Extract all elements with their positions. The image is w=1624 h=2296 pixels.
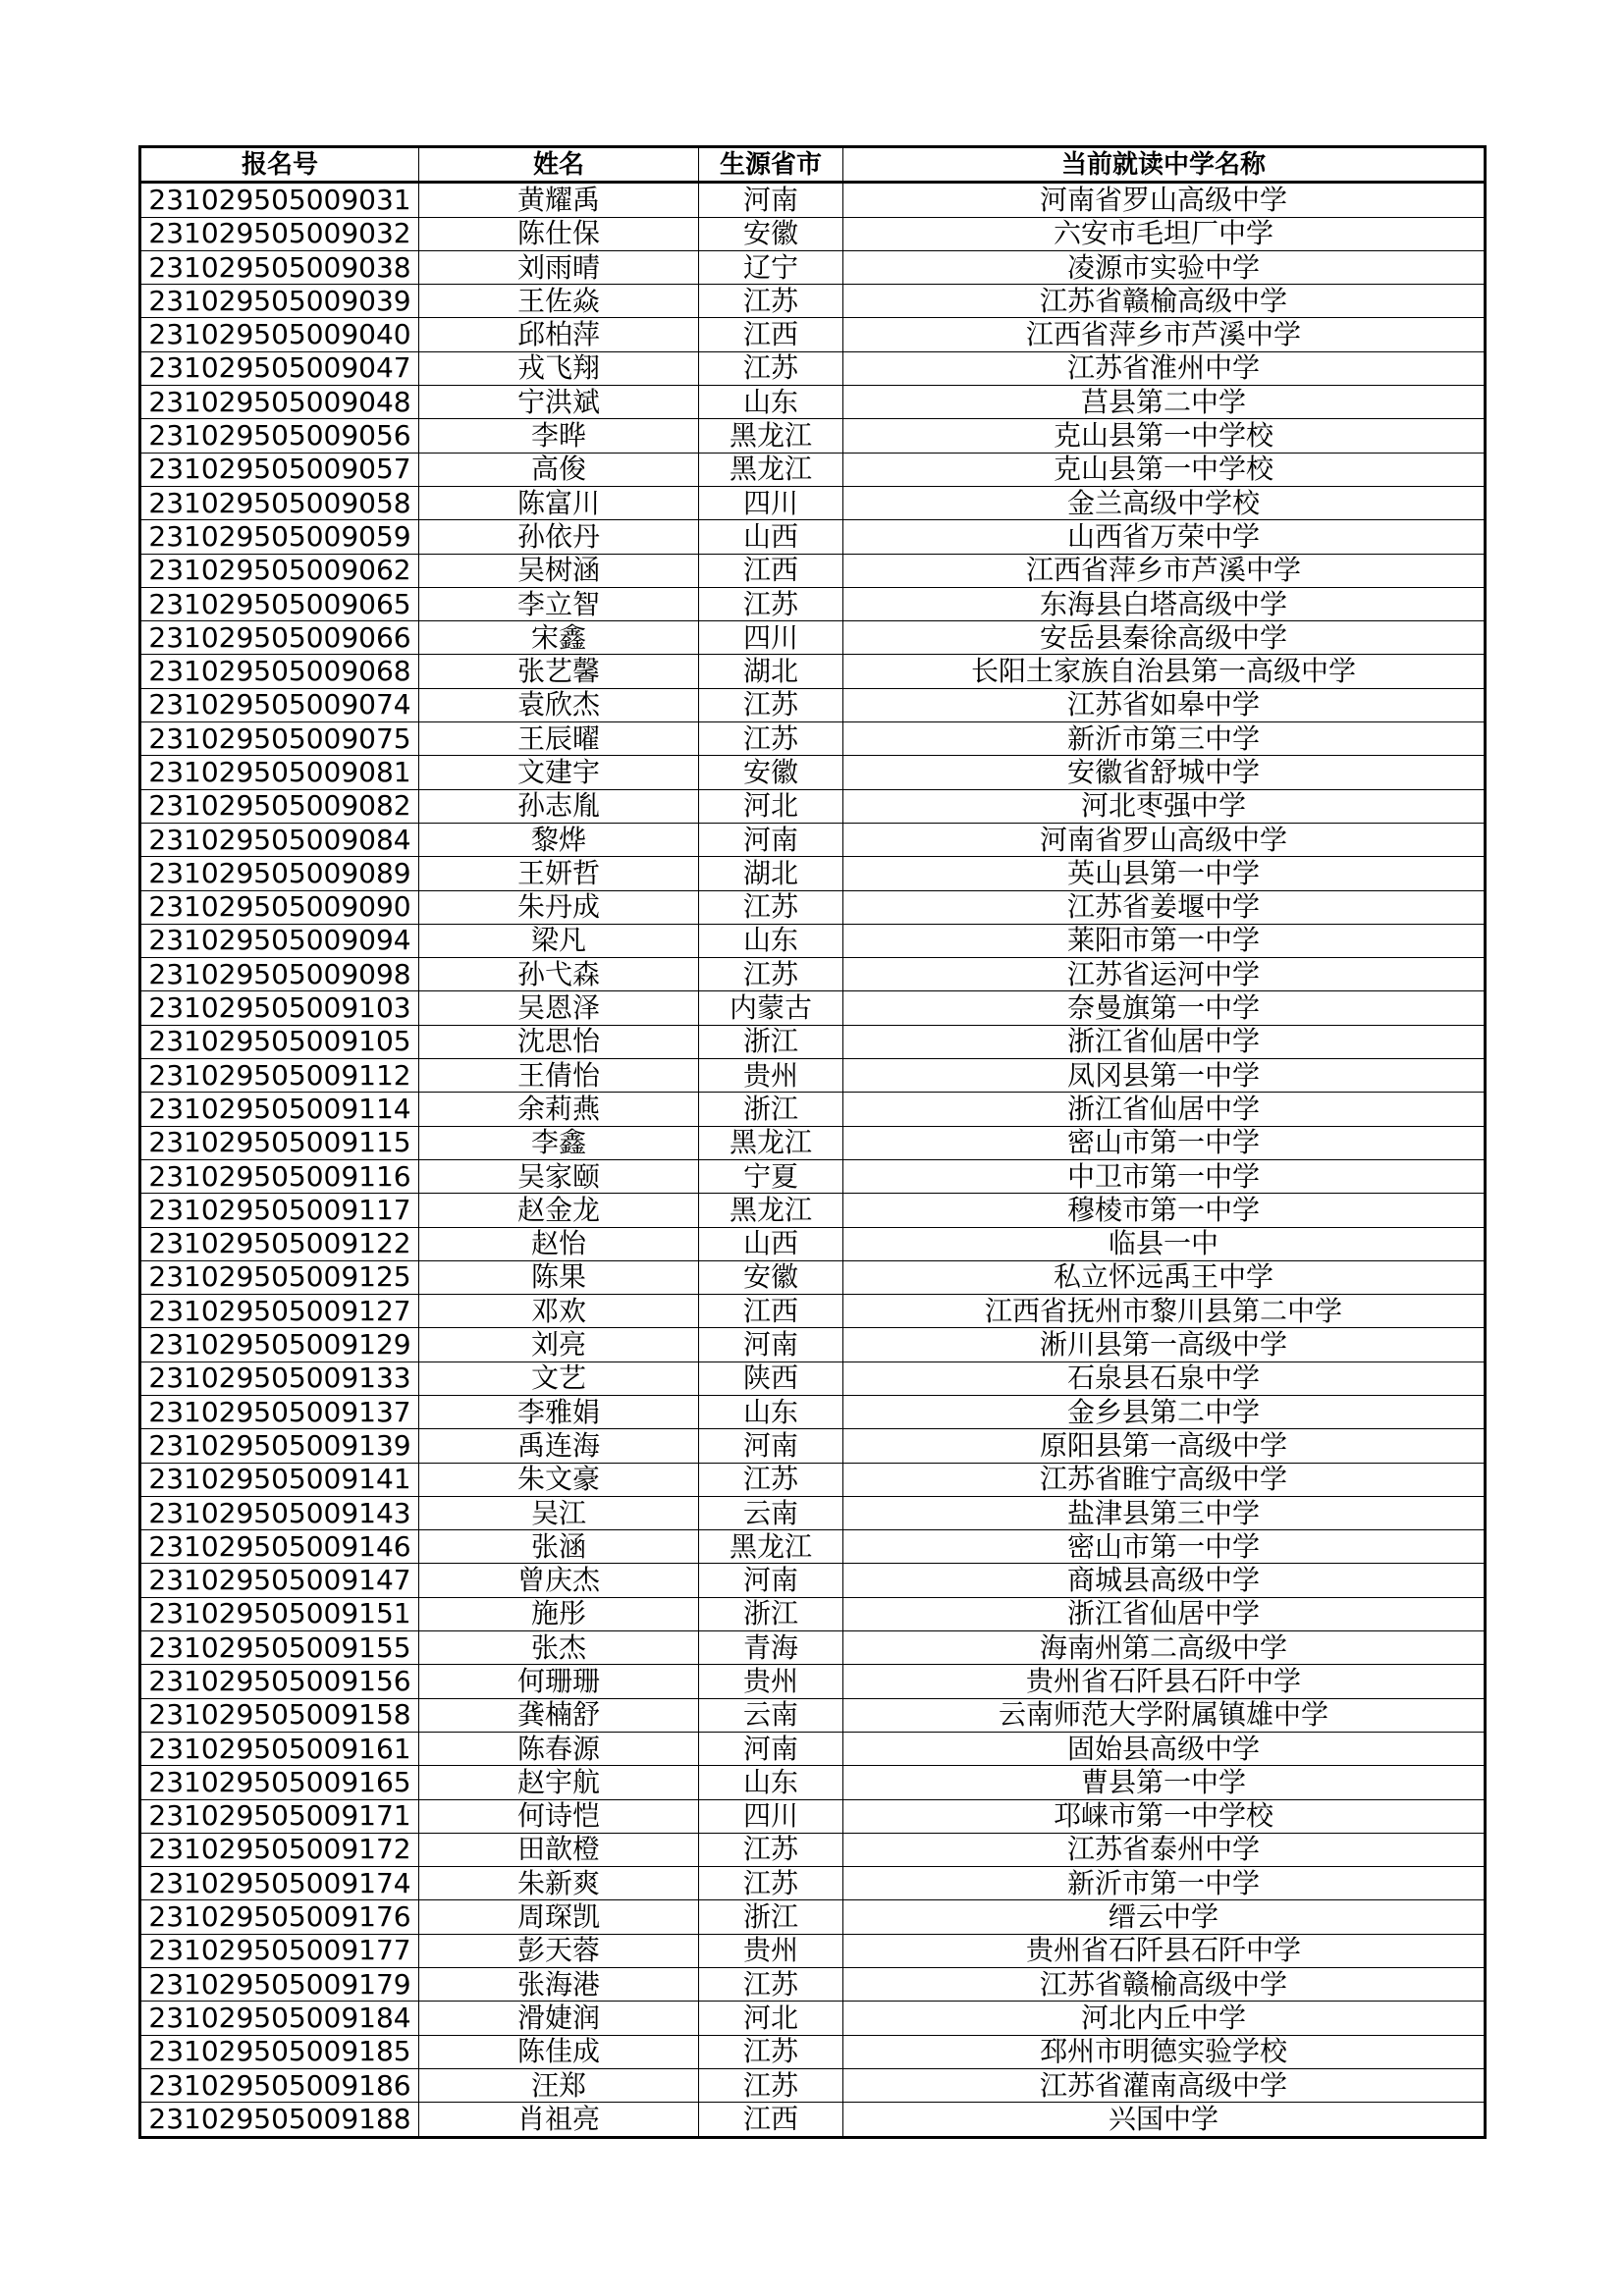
province-cell: 安徽 xyxy=(699,217,843,250)
school-name-cell: 长阳土家族自治县第一高级中学 xyxy=(843,655,1486,688)
province-cell: 江苏 xyxy=(699,722,843,756)
table-row xyxy=(140,1395,1486,1428)
school-name-cell: 石泉县石泉中学 xyxy=(843,1362,1486,1395)
table-row xyxy=(140,1227,1486,1260)
registration-number-cell: 231029505009040 xyxy=(140,318,419,351)
student-name-cell: 赵金龙 xyxy=(419,1194,699,1227)
registration-number-cell: 231029505009116 xyxy=(140,1159,419,1193)
registration-number-cell: 231029505009068 xyxy=(140,655,419,688)
registration-number-cell: 231029505009147 xyxy=(140,1564,419,1597)
table-row xyxy=(140,655,1486,688)
school-name-cell: 金兰高级中学校 xyxy=(843,486,1486,519)
school-name-cell: 凌源市实验中学 xyxy=(843,250,1486,284)
province-cell: 江西 xyxy=(699,554,843,587)
registration-number-cell: 231029505009176 xyxy=(140,1900,419,1934)
school-name-cell: 英山县第一中学 xyxy=(843,857,1486,890)
province-cell: 内蒙古 xyxy=(699,991,843,1025)
student-name-cell: 施彤 xyxy=(419,1597,699,1630)
student-name-cell: 王倩怡 xyxy=(419,1059,699,1093)
school-name-cell: 山西省万荣中学 xyxy=(843,520,1486,554)
student-name-cell: 吴树涵 xyxy=(419,554,699,587)
registration-number-cell: 231029505009114 xyxy=(140,1093,419,1126)
school-name-cell: 莱阳市第一中学 xyxy=(843,924,1486,957)
registration-number-cell: 231029505009089 xyxy=(140,857,419,890)
registration-number-cell: 231029505009112 xyxy=(140,1059,419,1093)
province-cell: 四川 xyxy=(699,1799,843,1833)
student-name-cell: 田歆橙 xyxy=(419,1833,699,1866)
table-row xyxy=(140,351,1486,385)
table-row xyxy=(140,1429,1486,1463)
province-cell: 贵州 xyxy=(699,1665,843,1698)
registration-number-cell: 231029505009143 xyxy=(140,1496,419,1529)
registration-number-cell: 231029505009117 xyxy=(140,1194,419,1227)
registration-number-cell: 231029505009174 xyxy=(140,1867,419,1900)
registration-number-cell: 231029505009090 xyxy=(140,890,419,924)
table-row xyxy=(140,1194,1486,1227)
registration-number-cell: 231029505009122 xyxy=(140,1227,419,1260)
province-cell: 江苏 xyxy=(699,351,843,385)
student-name-cell: 李晔 xyxy=(419,419,699,453)
student-name-cell: 彭天蓉 xyxy=(419,1934,699,1967)
table-row xyxy=(140,1732,1486,1765)
province-cell: 辽宁 xyxy=(699,250,843,284)
registration-number-cell: 231029505009094 xyxy=(140,924,419,957)
table-row xyxy=(140,1665,1486,1698)
registration-number-cell: 231029505009066 xyxy=(140,621,419,655)
header-province: 生源省市 xyxy=(699,147,843,183)
school-name-cell: 东海县白塔高级中学 xyxy=(843,587,1486,620)
table-row xyxy=(140,2002,1486,2035)
student-name-cell: 朱文豪 xyxy=(419,1463,699,1496)
province-cell: 浙江 xyxy=(699,1900,843,1934)
student-name-cell: 周琛凯 xyxy=(419,1900,699,1934)
school-name-cell: 江苏省赣榆高级中学 xyxy=(843,1968,1486,2002)
table-row xyxy=(140,453,1486,486)
school-name-cell: 原阳县第一高级中学 xyxy=(843,1429,1486,1463)
student-name-cell: 吴家颐 xyxy=(419,1159,699,1193)
registration-number-cell: 231029505009158 xyxy=(140,1698,419,1732)
registration-number-cell: 231029505009039 xyxy=(140,285,419,318)
registration-number-cell: 231029505009186 xyxy=(140,2068,419,2102)
table-row xyxy=(140,587,1486,620)
table-row xyxy=(140,756,1486,789)
school-name-cell: 安岳县秦徐高级中学 xyxy=(843,621,1486,655)
table-row xyxy=(140,1496,1486,1529)
school-name-cell: 江苏省睢宁高级中学 xyxy=(843,1463,1486,1496)
school-name-cell: 浙江省仙居中学 xyxy=(843,1025,1486,1058)
province-cell: 山东 xyxy=(699,1766,843,1799)
student-name-cell: 张涵 xyxy=(419,1530,699,1564)
table-row xyxy=(140,1126,1486,1159)
student-name-cell: 汪郑 xyxy=(419,2068,699,2102)
table-row xyxy=(140,1900,1486,1934)
table-row xyxy=(140,958,1486,991)
province-cell: 江西 xyxy=(699,318,843,351)
table-row xyxy=(140,1328,1486,1362)
registration-number-cell: 231029505009125 xyxy=(140,1260,419,1294)
table-row xyxy=(140,1059,1486,1093)
table-row xyxy=(140,890,1486,924)
table-row xyxy=(140,924,1486,957)
table-row xyxy=(140,2068,1486,2102)
registration-number-cell: 231029505009048 xyxy=(140,386,419,419)
registration-number-cell: 231029505009129 xyxy=(140,1328,419,1362)
table-body xyxy=(140,183,1486,2137)
registration-number-cell: 231029505009065 xyxy=(140,587,419,620)
table-row xyxy=(140,1295,1486,1328)
registration-number-cell: 231029505009188 xyxy=(140,2103,419,2137)
table-row xyxy=(140,285,1486,318)
province-cell: 云南 xyxy=(699,1698,843,1732)
student-name-cell: 何诗恺 xyxy=(419,1799,699,1833)
student-name-cell: 梁凡 xyxy=(419,924,699,957)
registration-number-cell: 231029505009156 xyxy=(140,1665,419,1698)
student-name-cell: 黄耀禹 xyxy=(419,183,699,217)
province-cell: 江苏 xyxy=(699,890,843,924)
student-name-cell: 张艺馨 xyxy=(419,655,699,688)
school-name-cell: 新沂市第一中学 xyxy=(843,1867,1486,1900)
student-name-cell: 赵宇航 xyxy=(419,1766,699,1799)
school-name-cell: 云南师范大学附属镇雄中学 xyxy=(843,1698,1486,1732)
student-name-cell: 陈春源 xyxy=(419,1732,699,1765)
student-name-cell: 张海港 xyxy=(419,1968,699,2002)
school-name-cell: 固始县高级中学 xyxy=(843,1732,1486,1765)
table-row xyxy=(140,621,1486,655)
province-cell: 黑龙江 xyxy=(699,1126,843,1159)
registration-number-cell: 231029505009032 xyxy=(140,217,419,250)
table-row xyxy=(140,1463,1486,1496)
registration-number-cell: 231029505009047 xyxy=(140,351,419,385)
table-row xyxy=(140,1597,1486,1630)
registration-number-cell: 231029505009084 xyxy=(140,823,419,856)
province-cell: 安徽 xyxy=(699,756,843,789)
province-cell: 山东 xyxy=(699,924,843,957)
school-name-cell: 私立怀远禹王中学 xyxy=(843,1260,1486,1294)
province-cell: 山西 xyxy=(699,520,843,554)
registration-number-cell: 231029505009056 xyxy=(140,419,419,453)
registration-number-cell: 231029505009127 xyxy=(140,1295,419,1328)
student-name-cell: 吴恩泽 xyxy=(419,991,699,1025)
student-name-cell: 孙依丹 xyxy=(419,520,699,554)
table-row xyxy=(140,2103,1486,2137)
table-row xyxy=(140,250,1486,284)
student-name-cell: 朱丹成 xyxy=(419,890,699,924)
table-header xyxy=(140,147,1486,183)
table-row xyxy=(140,183,1486,217)
registration-number-cell: 231029505009098 xyxy=(140,958,419,991)
school-name-cell: 密山市第一中学 xyxy=(843,1126,1486,1159)
student-name-cell: 袁欣杰 xyxy=(419,688,699,721)
school-name-cell: 江苏省泰州中学 xyxy=(843,1833,1486,1866)
student-name-cell: 李雅娟 xyxy=(419,1395,699,1428)
school-name-cell: 浙江省仙居中学 xyxy=(843,1093,1486,1126)
table-row xyxy=(140,2035,1486,2068)
student-name-cell: 陈果 xyxy=(419,1260,699,1294)
province-cell: 江苏 xyxy=(699,285,843,318)
province-cell: 江苏 xyxy=(699,1833,843,1866)
school-name-cell: 缙云中学 xyxy=(843,1900,1486,1934)
province-cell: 浙江 xyxy=(699,1025,843,1058)
province-cell: 四川 xyxy=(699,486,843,519)
header-row xyxy=(140,147,1486,183)
student-name-cell: 陈富川 xyxy=(419,486,699,519)
school-name-cell: 江西省萍乡市芦溪中学 xyxy=(843,318,1486,351)
school-name-cell: 安徽省舒城中学 xyxy=(843,756,1486,789)
student-name-cell: 李立智 xyxy=(419,587,699,620)
school-name-cell: 商城县高级中学 xyxy=(843,1564,1486,1597)
student-name-cell: 沈思怡 xyxy=(419,1025,699,1058)
province-cell: 贵州 xyxy=(699,1934,843,1967)
province-cell: 浙江 xyxy=(699,1597,843,1630)
school-name-cell: 盐津县第三中学 xyxy=(843,1496,1486,1529)
school-name-cell: 临县一中 xyxy=(843,1227,1486,1260)
registration-number-cell: 231029505009139 xyxy=(140,1429,419,1463)
student-name-cell: 赵怡 xyxy=(419,1227,699,1260)
registration-number-cell: 231029505009038 xyxy=(140,250,419,284)
student-name-cell: 孙志胤 xyxy=(419,789,699,823)
registration-number-cell: 231029505009115 xyxy=(140,1126,419,1159)
school-name-cell: 淅川县第一高级中学 xyxy=(843,1328,1486,1362)
student-name-cell: 刘亮 xyxy=(419,1328,699,1362)
student-name-cell: 吴江 xyxy=(419,1496,699,1529)
registration-number-cell: 231029505009151 xyxy=(140,1597,419,1630)
registration-number-cell: 231029505009179 xyxy=(140,1968,419,2002)
province-cell: 宁夏 xyxy=(699,1159,843,1193)
province-cell: 江苏 xyxy=(699,1867,843,1900)
province-cell: 江西 xyxy=(699,1295,843,1328)
school-name-cell: 河南省罗山高级中学 xyxy=(843,183,1486,217)
registration-number-cell: 231029505009082 xyxy=(140,789,419,823)
school-name-cell: 江苏省如皋中学 xyxy=(843,688,1486,721)
school-name-cell: 六安市毛坦厂中学 xyxy=(843,217,1486,250)
student-name-cell: 戎飞翔 xyxy=(419,351,699,385)
registration-number-cell: 231029505009146 xyxy=(140,1530,419,1564)
province-cell: 陕西 xyxy=(699,1362,843,1395)
province-cell: 山西 xyxy=(699,1227,843,1260)
school-name-cell: 贵州省石阡县石阡中学 xyxy=(843,1934,1486,1967)
school-name-cell: 奈曼旗第一中学 xyxy=(843,991,1486,1025)
student-name-cell: 肖祖亮 xyxy=(419,2103,699,2137)
registration-number-cell: 231029505009141 xyxy=(140,1463,419,1496)
table-row xyxy=(140,1362,1486,1395)
student-name-cell: 张杰 xyxy=(419,1631,699,1665)
table-row xyxy=(140,1159,1486,1193)
table-row xyxy=(140,520,1486,554)
school-name-cell: 江西省抚州市黎川县第二中学 xyxy=(843,1295,1486,1328)
student-name-cell: 陈佳成 xyxy=(419,2035,699,2068)
school-name-cell: 江苏省灌南高级中学 xyxy=(843,2068,1486,2102)
province-cell: 江苏 xyxy=(699,688,843,721)
table-row xyxy=(140,688,1486,721)
table-row xyxy=(140,318,1486,351)
student-name-cell: 王佐焱 xyxy=(419,285,699,318)
province-cell: 浙江 xyxy=(699,1093,843,1126)
registration-number-cell: 231029505009171 xyxy=(140,1799,419,1833)
school-name-cell: 江苏省运河中学 xyxy=(843,958,1486,991)
province-cell: 黑龙江 xyxy=(699,453,843,486)
table-row xyxy=(140,1698,1486,1732)
province-cell: 河北 xyxy=(699,789,843,823)
table-row xyxy=(140,1968,1486,2002)
table-row xyxy=(140,857,1486,890)
province-cell: 贵州 xyxy=(699,1059,843,1093)
school-name-cell: 邛崃市第一中学校 xyxy=(843,1799,1486,1833)
province-cell: 黑龙江 xyxy=(699,419,843,453)
school-name-cell: 江苏省淮州中学 xyxy=(843,351,1486,385)
table-row xyxy=(140,486,1486,519)
student-name-cell: 刘雨晴 xyxy=(419,250,699,284)
registration-number-cell: 231029505009177 xyxy=(140,1934,419,1967)
student-name-cell: 王妍哲 xyxy=(419,857,699,890)
header-name: 姓名 xyxy=(419,147,699,183)
school-name-cell: 河北内丘中学 xyxy=(843,2002,1486,2035)
school-name-cell: 克山县第一中学校 xyxy=(843,453,1486,486)
province-cell: 湖北 xyxy=(699,655,843,688)
table-row xyxy=(140,1631,1486,1665)
registration-number-cell: 231029505009062 xyxy=(140,554,419,587)
header-school: 当前就读中学名称 xyxy=(843,147,1486,183)
province-cell: 河北 xyxy=(699,2002,843,2035)
student-name-cell: 龚楠舒 xyxy=(419,1698,699,1732)
province-cell: 湖北 xyxy=(699,857,843,890)
registration-number-cell: 231029505009161 xyxy=(140,1732,419,1765)
school-name-cell: 曹县第一中学 xyxy=(843,1766,1486,1799)
registration-number-cell: 231029505009165 xyxy=(140,1766,419,1799)
school-name-cell: 密山市第一中学 xyxy=(843,1530,1486,1564)
student-list-table-container xyxy=(138,145,1484,2139)
school-name-cell: 金乡县第二中学 xyxy=(843,1395,1486,1428)
table-row xyxy=(140,789,1486,823)
school-name-cell: 邳州市明德实验学校 xyxy=(843,2035,1486,2068)
student-list-table xyxy=(138,145,1487,2139)
registration-number-cell: 231029505009172 xyxy=(140,1833,419,1866)
table-row xyxy=(140,554,1486,587)
province-cell: 青海 xyxy=(699,1631,843,1665)
province-cell: 河南 xyxy=(699,1328,843,1362)
province-cell: 河南 xyxy=(699,1732,843,1765)
province-cell: 江苏 xyxy=(699,587,843,620)
registration-number-cell: 231029505009074 xyxy=(140,688,419,721)
student-name-cell: 孙弋森 xyxy=(419,958,699,991)
registration-number-cell: 231029505009057 xyxy=(140,453,419,486)
school-name-cell: 江西省萍乡市芦溪中学 xyxy=(843,554,1486,587)
province-cell: 山东 xyxy=(699,386,843,419)
table-row xyxy=(140,1260,1486,1294)
province-cell: 江苏 xyxy=(699,958,843,991)
registration-number-cell: 231029505009155 xyxy=(140,1631,419,1665)
table-row xyxy=(140,1530,1486,1564)
school-name-cell: 河南省罗山高级中学 xyxy=(843,823,1486,856)
student-name-cell: 黎烨 xyxy=(419,823,699,856)
school-name-cell: 江苏省赣榆高级中学 xyxy=(843,285,1486,318)
school-name-cell: 新沂市第三中学 xyxy=(843,722,1486,756)
school-name-cell: 江苏省姜堰中学 xyxy=(843,890,1486,924)
school-name-cell: 河北枣强中学 xyxy=(843,789,1486,823)
province-cell: 河南 xyxy=(699,1564,843,1597)
registration-number-cell: 231029505009058 xyxy=(140,486,419,519)
table-row xyxy=(140,722,1486,756)
province-cell: 山东 xyxy=(699,1395,843,1428)
table-row xyxy=(140,1799,1486,1833)
registration-number-cell: 231029505009031 xyxy=(140,183,419,217)
registration-number-cell: 231029505009103 xyxy=(140,991,419,1025)
table-row xyxy=(140,217,1486,250)
school-name-cell: 莒县第二中学 xyxy=(843,386,1486,419)
header-registration-number: 报名号 xyxy=(140,147,419,183)
province-cell: 黑龙江 xyxy=(699,1530,843,1564)
school-name-cell: 克山县第一中学校 xyxy=(843,419,1486,453)
student-name-cell: 禹连海 xyxy=(419,1429,699,1463)
registration-number-cell: 231029505009075 xyxy=(140,722,419,756)
school-name-cell: 穆棱市第一中学 xyxy=(843,1194,1486,1227)
student-name-cell: 王辰曜 xyxy=(419,722,699,756)
student-name-cell: 文艺 xyxy=(419,1362,699,1395)
table-row xyxy=(140,419,1486,453)
student-name-cell: 滑婕润 xyxy=(419,2002,699,2035)
table-row xyxy=(140,1934,1486,1967)
registration-number-cell: 231029505009059 xyxy=(140,520,419,554)
table-row xyxy=(140,991,1486,1025)
student-name-cell: 朱新爽 xyxy=(419,1867,699,1900)
province-cell: 河南 xyxy=(699,823,843,856)
province-cell: 黑龙江 xyxy=(699,1194,843,1227)
school-name-cell: 海南州第二高级中学 xyxy=(843,1631,1486,1665)
province-cell: 江苏 xyxy=(699,2068,843,2102)
student-name-cell: 余莉燕 xyxy=(419,1093,699,1126)
student-name-cell: 李鑫 xyxy=(419,1126,699,1159)
province-cell: 江苏 xyxy=(699,1968,843,2002)
school-name-cell: 兴国中学 xyxy=(843,2103,1486,2137)
province-cell: 江苏 xyxy=(699,2035,843,2068)
table-row xyxy=(140,1093,1486,1126)
student-name-cell: 文建宇 xyxy=(419,756,699,789)
province-cell: 四川 xyxy=(699,621,843,655)
registration-number-cell: 231029505009133 xyxy=(140,1362,419,1395)
student-name-cell: 陈仕保 xyxy=(419,217,699,250)
province-cell: 河南 xyxy=(699,1429,843,1463)
province-cell: 江苏 xyxy=(699,1463,843,1496)
table-row xyxy=(140,823,1486,856)
registration-number-cell: 231029505009184 xyxy=(140,2002,419,2035)
province-cell: 云南 xyxy=(699,1496,843,1529)
student-name-cell: 宋鑫 xyxy=(419,621,699,655)
table-row xyxy=(140,1025,1486,1058)
table-row xyxy=(140,1867,1486,1900)
school-name-cell: 浙江省仙居中学 xyxy=(843,1597,1486,1630)
province-cell: 江西 xyxy=(699,2103,843,2137)
student-name-cell: 邓欢 xyxy=(419,1295,699,1328)
registration-number-cell: 231029505009137 xyxy=(140,1395,419,1428)
table-row xyxy=(140,386,1486,419)
table-row xyxy=(140,1833,1486,1866)
registration-number-cell: 231029505009105 xyxy=(140,1025,419,1058)
school-name-cell: 贵州省石阡县石阡中学 xyxy=(843,1665,1486,1698)
registration-number-cell: 231029505009185 xyxy=(140,2035,419,2068)
school-name-cell: 凤冈县第一中学 xyxy=(843,1059,1486,1093)
registration-number-cell: 231029505009081 xyxy=(140,756,419,789)
student-name-cell: 高俊 xyxy=(419,453,699,486)
student-name-cell: 何珊珊 xyxy=(419,1665,699,1698)
province-cell: 河南 xyxy=(699,183,843,217)
school-name-cell: 中卫市第一中学 xyxy=(843,1159,1486,1193)
student-name-cell: 邱柏萍 xyxy=(419,318,699,351)
student-name-cell: 宁洪斌 xyxy=(419,386,699,419)
student-name-cell: 曾庆杰 xyxy=(419,1564,699,1597)
table-row xyxy=(140,1564,1486,1597)
province-cell: 安徽 xyxy=(699,1260,843,1294)
table-row xyxy=(140,1766,1486,1799)
